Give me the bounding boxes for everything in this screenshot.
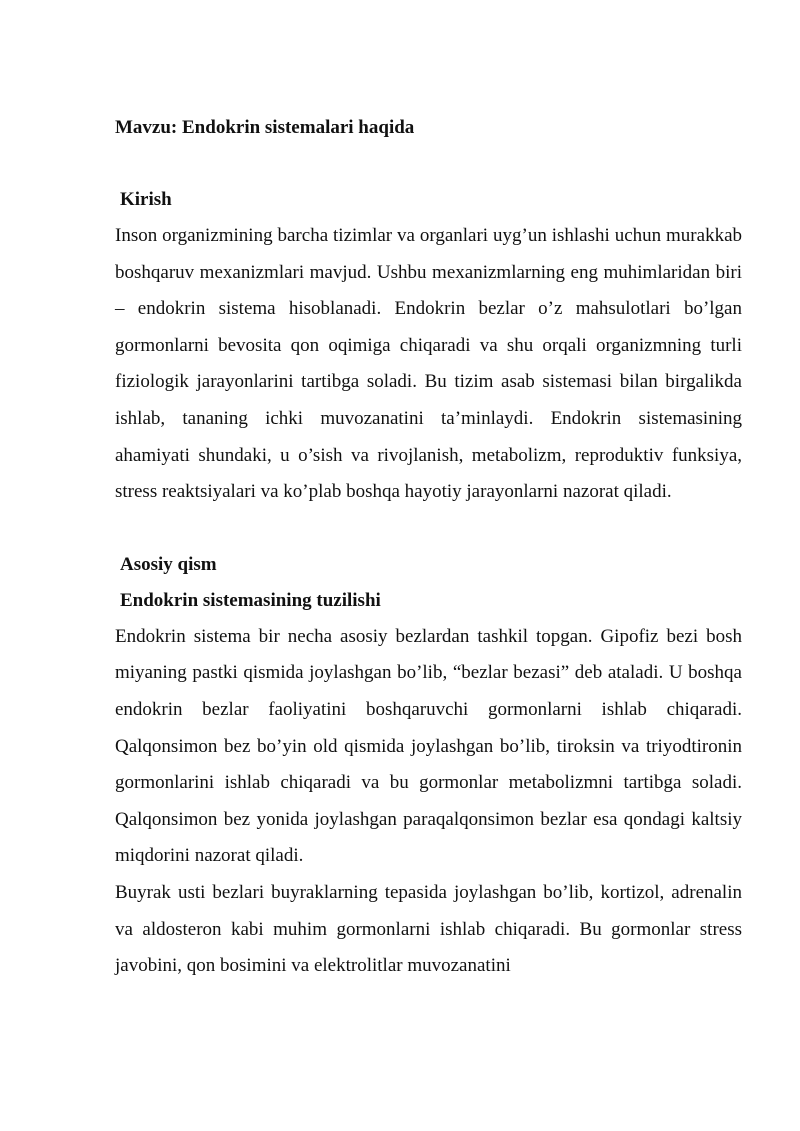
subsection-heading-tuzilishi: Endokrin sistemasining tuzilishi	[120, 589, 381, 611]
section-heading-asosiy-qism: Asosiy qism	[120, 553, 217, 575]
blank-line	[115, 146, 742, 182]
paragraph-structure: Endokrin sistema bir necha asosiy bezlardan tashkil topgan. Gipofiz bezi bosh miyaning pastki qismida joylashgan bo’lib, “bezlar bezasi” deb ataladi. U boshqa endokrin bezlar faoliyatini boshqaruvchi gormonlarni ishlab chiqaradi. Qalqonsimon bez bo’yin old qismida joylashgan bo’lib, tiroksin va triyodtironin gormonlarini ishlab chiqaradi va bu gormonlar metabolizmni tartibga soladi. Qalqonsimon bez yonida joylashgan paraqalqonsimon bezlar esa qondagi kaltsiy miqdorini nazorat qiladi.	[115, 625, 742, 867]
document-content	[115, 110, 742, 985]
blank-line	[115, 511, 742, 547]
document-title: Mavzu: Endokrin sistemalari haqida	[115, 117, 415, 138]
paragraph-adrenal: Buyrak usti bezlari buyraklarning tepasida joylashgan bo’lib, kortizol, adrenalin va aldosteron kabi muhim gormonlarni ishlab chiqaradi. Bu gormonlar stress javobini, qon bosimini va elektrolitlar muvozanatini	[115, 881, 742, 977]
paragraph-intro: Inson organizmining barcha tizimlar va organlari uyg’un ishlashi uchun murakkab boshqaruv mexanizmlari mavjud. Ushbu mexanizmlarning eng muhimlaridan biri – endokrin sistema hisoblanadi. Endokrin bezlar o’z mahsulotlari bo’lgan gormonlarni bevosita qon oqimiga chiqaradi va shu orqali organizmning turli fiziologik jarayonlarini tartibga soladi. Bu tizim asab sistemasi bilan birgalikda ishlab, tananing ichki muvozanatini ta’minlaydi. Endokrin sistemasining ahamiyati shundaki, u o’sish va rivojlanish, metabolizm, reproduktiv funksiya, stress reaktsiyalari va ko’plab boshqa hayotiy jarayonlarni nazorat qiladi.	[115, 225, 742, 503]
section-heading-kirish: Kirish	[120, 189, 172, 210]
